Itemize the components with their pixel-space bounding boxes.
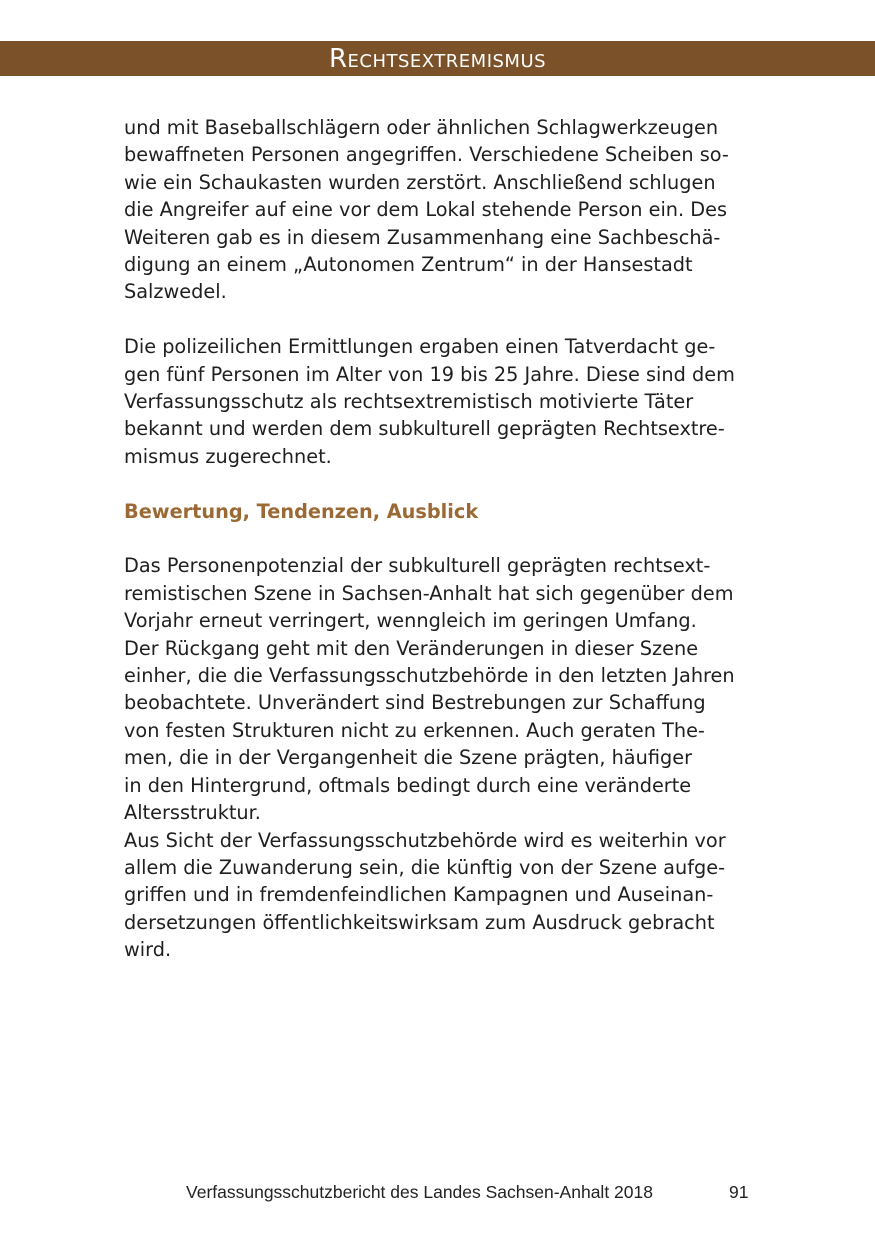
paragraph-spacer — [124, 470, 754, 497]
paragraph-spacer — [124, 306, 754, 333]
footer-publication: Verfassungsschutzbericht des Landes Sachsen-Anhalt 2018 — [186, 1182, 653, 1202]
main-content — [124, 114, 754, 964]
page-number: 91 — [729, 1182, 749, 1202]
paragraph-investigation: Die polizeilichen Ermittlungen ergaben einen Tatverdacht ge- gen fünf Personen im Alter von 19 bis 25 Jahre. Diese sind dem Verfassungsschutz als rechtsextremistisch motivierte Täter bekannt und werden dem subkulturell geprägten Rechtsextre- mismus zugerechnet. — [124, 335, 735, 468]
section-heading: Bewertung, Tendenzen, Ausblick — [124, 499, 479, 523]
paragraph-outlook: Aus Sicht der Verfassungsschutzbehörde wird es weiterhin vor allem die Zuwanderung sein, die künftig von der Szene aufge- griffen und in fremdenfeindlichen Kampagnen und Auseinan- dersetzungen öffentlichkeitswirksam zum Ausdruck gebracht wird. — [124, 828, 726, 962]
paragraph-spacer — [124, 525, 754, 552]
paragraph-attack-description: und mit Baseballschlägern oder ähnlichen Schlagwerkzeugen bewaffneten Personen angegriffen. Verschiedene Scheiben so- wie ein Schaukasten wurden zerstört. Anschließend schlugen die Angreifer auf eine vor dem Lokal stehende Person ein. Des Weiteren gab es in diesem Zusammenhang eine Sachbeschä- digung an einem „Autonomen Zentrum“ in der Hansestadt Salzwedel. — [124, 116, 729, 304]
chapter-title: Rechtsextremismus — [328, 44, 547, 74]
paragraph-assessment: Das Personenpotenzial der subkulturell geprägten rechtsext- remistischen Szene in Sachsen-Anhalt hat sich gegenüber dem Vorjahr erneut verringert, wenngleich im geringen Umfang. Der Rückgang geht mit den Veränderungen in dieser Szene einher, die die Verfassungsschutzbehörde in den letzten Jahren beobachtete. Unverändert sind Bestrebungen zur Schaffung von festen Strukturen nicht zu erkennen. Auch geraten The- men, die in der Vergangenheit die Szene prägten, häufiger in den Hintergrund, oftmals bedingt durch eine veränderte Altersstruktur. — [124, 554, 735, 825]
